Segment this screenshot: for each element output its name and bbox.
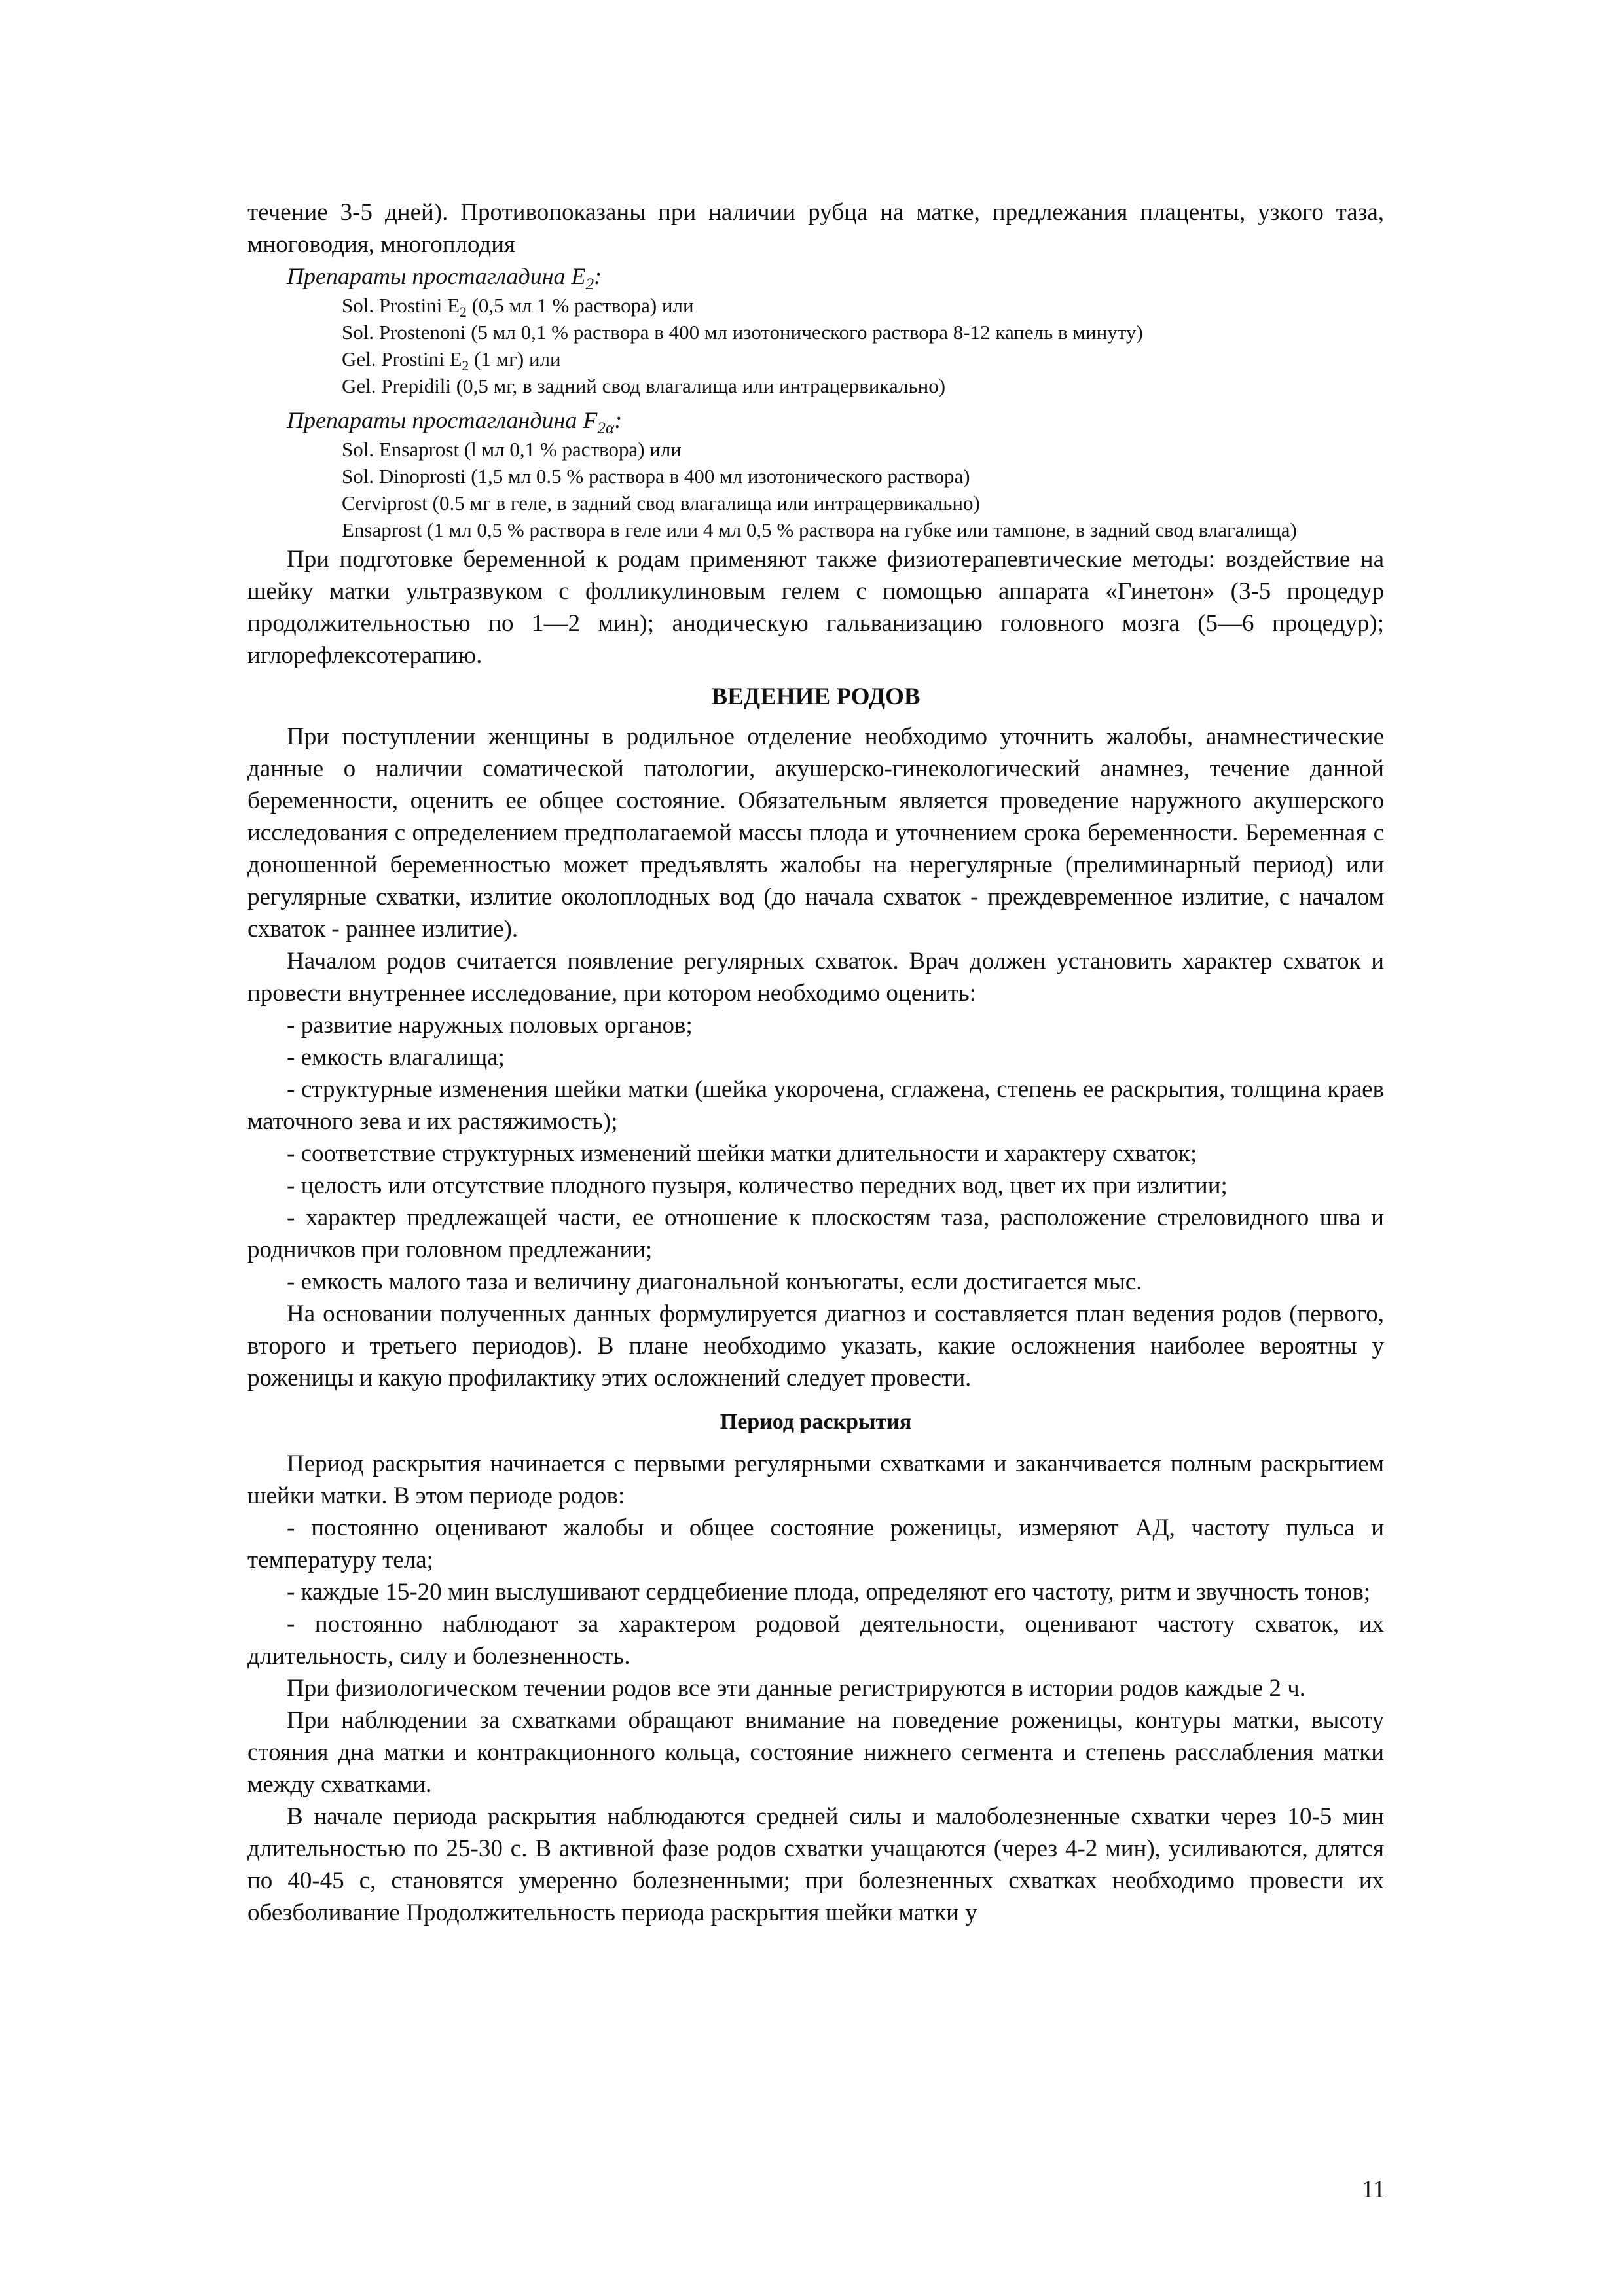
pe2-heading — [247, 260, 1384, 292]
page-number: 11 — [1362, 2176, 1385, 2203]
paragraph-contraindications: течение 3-5 дней). Противопоказаны при наличии рубца на матке, предлежания плаценты, узкого таза, многоводия, многоплодия — [247, 199, 1384, 258]
pf2-heading-subscript: 2α — [597, 420, 615, 438]
list-item: - характер предлежащей части, ее отношение к плоскостям таза, расположение стреловидного шва и родничков при головном предлежании; — [247, 1204, 1384, 1263]
list-item: - каждые 15-20 мин выслушивают сердцебиение плода, определяют его частоту, ритм и звучность тонов; — [287, 1579, 1371, 1605]
list-item: - постоянно оценивают жалобы и общее состояние роженицы, измеряют АД, частоту пульса и температуру тела; — [247, 1515, 1384, 1573]
pe2-item — [247, 372, 1384, 399]
paragraph-observation: При наблюдении за схватками обращают внимание на поведение роженицы, контуры матки, высоту стояния дна матки и контракционного кольца, состояние нижнего сегмента и степень расслабления матки между схватками. — [247, 1707, 1384, 1798]
list-item: - развитие наружных половых органов; — [287, 1012, 693, 1039]
paragraph-plan: На основании полученных данных формулируется диагноз и составляется план ведения родов (первого, второго и третьего периодов). В плане необходимо указать, какие осложнения наиболее вероятны у роженицы и какую профилактику этих осложнений следует провести. — [247, 1300, 1384, 1391]
list-item: - соответствие структурных изменений шейки матки длительности и характеру схваток; — [287, 1140, 1197, 1167]
pe2-item-text: Gel. Prostini E — [342, 348, 462, 370]
paragraph-physiotherapy: При подготовке беременной к родам применяют также физиотерапевтические методы: воздействие на шейку матки ультразвуком с фолликулиновым гелем с помощью аппарата «Гинетон» (3-5 процедур продолжительностью по 1—2 мин); анодическую гальванизацию головного мозга (5—6 процедур); иглорефлексотерапию. — [247, 546, 1384, 669]
pf2-item: Sol. Ensaprost (l мл 0,1 % раствора) или — [342, 438, 682, 461]
list-item: - структурные изменения шейки матки (шейка укорочена, сглажена, степень ее раскрытия, толщина краев маточного зева и их растяжимость); — [247, 1076, 1384, 1135]
pf2-heading — [247, 404, 1384, 436]
spacer — [247, 399, 1384, 404]
paragraph-contractions: В начале периода раскрытия наблюдаются средней силы и малоболезненные схватки через 10-5 мин длительностью по 25-30 с. В активной фазе родов схватки учащаются (через 4-2 мин), усиливаются, длятся по 40-45 с, становятся умеренно болезненными; при болезненных схватках необходимо провести их обезболивание Продолжительность периода раскрытия шейки матки у — [247, 1803, 1384, 1926]
list-item: - емкость малого таза и величину диагональной конъюгаты, если достигается мыс. — [287, 1268, 1142, 1295]
paragraph-onset: Началом родов считается появление регулярных схваток. Врач должен установить характер схваток и провести внутреннее исследование, при котором необходимо оценить: — [247, 948, 1384, 1007]
page-content — [247, 196, 1384, 1929]
pe2-heading-text: Препараты простагладина E — [287, 263, 586, 289]
pe2-item-text: Sol. Prostini E — [342, 294, 460, 317]
pf2-item: Sol. Dinoprosti (1,5 мл 0.5 % раствора в 400 мл изотонического раствора) — [342, 465, 970, 488]
pe2-heading-subscript: 2 — [585, 276, 594, 294]
pf2-item: Ensaprost (1 мл 0,5 % раствора в геле или 4 мл 0,5 % раствора на губке или тампоне, в задний свод влагалища) — [342, 518, 1297, 541]
pe2-item — [247, 292, 1384, 319]
pe2-heading-colon: : — [594, 263, 602, 289]
pf2-heading-text: Препараты простагландина F — [287, 407, 598, 433]
pe2-item-text: Gel. Prepidili (0,5 мг, в задний свод влагалища или интрацервикально) — [342, 374, 946, 397]
pe2-item-subscript: 2 — [462, 358, 469, 374]
pf2-item: Cerviprost (0.5 мг в геле, в задний свод влагалища или интрацервикально) — [342, 492, 980, 514]
section-title-dilation: Период раскрытия — [720, 1410, 912, 1434]
pe2-item-text-end: (0,5 мл 1 % раствора) или — [466, 294, 694, 317]
list-item: - постоянно наблюдают за характером родовой деятельности, оценивают частоту схваток, их длительность, силу и болезненность. — [247, 1611, 1384, 1670]
paragraph-admission: При поступлении женщины в родильное отделение необходимо уточнить жалобы, анамнестические данные о наличии соматической патологии, акушерско-гинекологический анамнез, течение данной беременности, оценить ее общее состояние. Обязательным является проведение наружного акушерского исследования с определением предполагаемой массы плода и уточнением срока беременности. Беременная с доношенной беременностью может предъявлять жалобы на нерегулярные (прелиминарный период) или регулярные схватки, излитие околоплодных вод (до начала схваток - преждевременное излитие, с началом схваток - раннее излитие). — [247, 723, 1384, 942]
list-item: - емкость влагалища; — [287, 1044, 505, 1071]
pf2-heading-colon: : — [614, 407, 623, 433]
paragraph-registration: При физиологическом течении родов все эти данные регистрируются в истории родов каждые 2 ч. — [287, 1675, 1306, 1702]
paragraph-dilation-intro: Период раскрытия начинается с первыми регулярными схватками и заканчивается полным раскрытием шейки матки. В этом периоде родов: — [247, 1450, 1384, 1509]
pe2-item-subscript: 2 — [460, 304, 467, 321]
pe2-item — [247, 319, 1384, 346]
pe2-item-text: Sol. Prostenoni (5 мл 0,1 % раствора в 400 мл изотонического раствора 8-12 капель в минуту) — [342, 321, 1143, 344]
pe2-item — [247, 346, 1384, 372]
list-item: - целость или отсутствие плодного пузыря, количество передних вод, цвет их при излитии; — [287, 1172, 1228, 1199]
pe2-item-text-end: (1 мг) или — [469, 348, 561, 370]
section-title-labor: ВЕДЕНИЕ РОДОВ — [711, 683, 921, 710]
